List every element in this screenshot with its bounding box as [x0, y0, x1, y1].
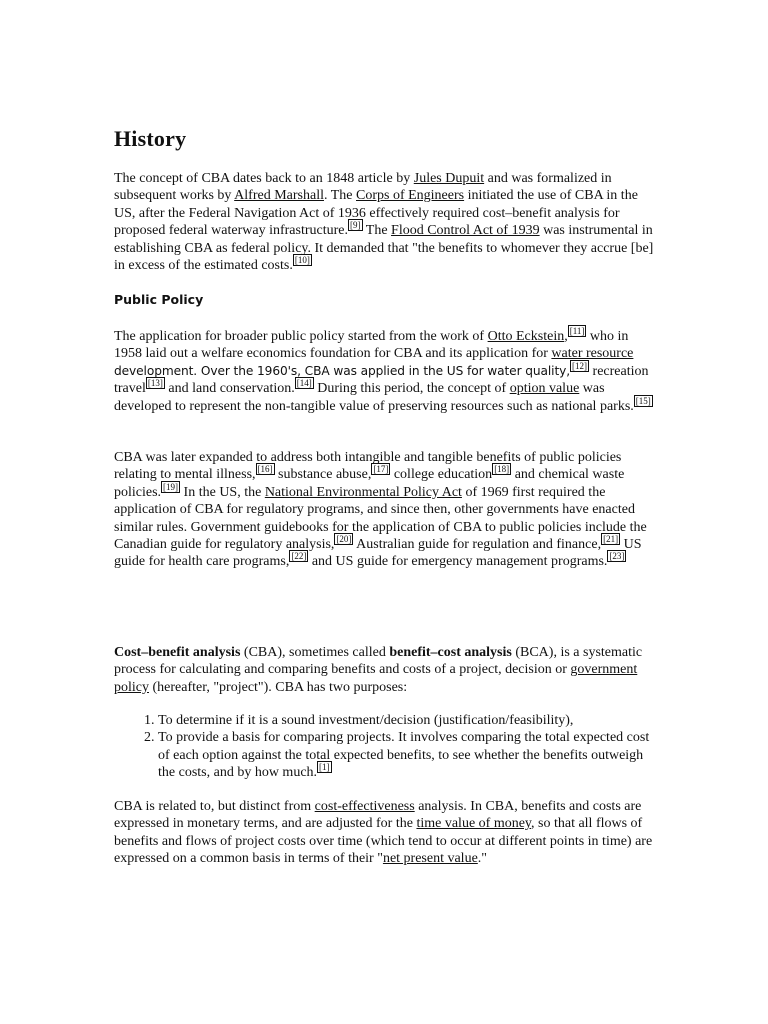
bold-term-bca: benefit–cost analysis	[389, 645, 512, 660]
history-paragraph	[114, 170, 654, 274]
text: (BCA), is a systematic process for calculating and comparing benefits and costs of a project, decision or	[114, 645, 643, 678]
text: During this period, the concept of	[313, 381, 510, 397]
citation-17[interactable]: [17]	[373, 464, 389, 475]
text: To provide a basis for comparing projects. It involves comparing the total expected cost of each option against the total expected benefits, to see whether the benefits outweigh the costs, and by how much.	[158, 730, 650, 781]
section-title-history: History	[114, 126, 187, 151]
text: was instrumental in establishing CBA as federal policy. It demanded that "the benefits to whomever they accrue [be] in excess of the estimated costs.	[114, 223, 654, 274]
public-policy-paragraph-2	[114, 449, 654, 571]
text: The application for broader public policy started from the work of	[114, 329, 488, 344]
intro-paragraph-2	[114, 798, 654, 868]
text: To determine if it is a sound investment/decision (justification/feasibility),	[158, 713, 574, 728]
text: and chemical waste policies.	[114, 467, 625, 500]
bold-term-cba: Cost–benefit analysis	[114, 645, 241, 660]
text: CBA was later expanded to address both intangible and tangible benefits of public policies relating to mental illness,	[114, 450, 622, 483]
text: who in 1958 laid out a welfare economics foundation for CBA and its application for	[114, 329, 629, 362]
text: and was formalized in subsequent works by	[114, 171, 612, 204]
link-cost-effectiveness[interactable]: cost-effectiveness	[314, 799, 415, 814]
text: development. Over the 1960's, CBA was applied in the US for water quality,	[114, 363, 571, 378]
citation-22[interactable]: [22]	[291, 551, 307, 562]
text: (hereafter, "project"). CBA has two purposes:	[149, 679, 408, 695]
link-flood-control-act[interactable]: Flood Control Act of 1939	[391, 223, 540, 239]
link-corps-of-engineers[interactable]: Corps of Engineers	[356, 188, 465, 204]
text: (CBA), sometimes called	[240, 645, 390, 660]
text: of 1969 first required the application of CBA for regulatory programs, and since then, other governments have enacted similar rules. Government guidebooks for the application of CBA to public policies include the Canadian guide for regulatory analysis,	[114, 484, 647, 553]
public-policy-paragraph-1	[114, 328, 654, 415]
purposes-list	[114, 712, 654, 782]
text: substance abuse,	[274, 467, 372, 483]
citation-9[interactable]: [9]	[350, 220, 361, 231]
text: and land conservation.	[164, 381, 295, 397]
text: initiated the use of CBA in the US, after the Federal Navigation Act of 1936 effectively required cost–benefit analysis for proposed federal waterway infrastructure.	[114, 188, 638, 239]
text: In the US, the	[180, 484, 265, 500]
citation-15[interactable]: [15]	[635, 395, 651, 406]
text: and US guide for emergency management programs.	[308, 554, 608, 570]
citation-23[interactable]: [23]	[609, 551, 625, 562]
citation-13[interactable]: [13]	[147, 378, 163, 389]
link-net-present-value[interactable]: net present value	[382, 851, 478, 867]
link-government-policy[interactable]: government policy	[114, 662, 638, 695]
text: , so that all flows of benefits and flows of project costs over time (which tend to occur at different points in time) are expressed on a common basis in terms of their "	[114, 816, 653, 867]
link-otto-eckstein[interactable]: Otto Eckstein	[487, 329, 565, 344]
citation-12[interactable]: [12]	[572, 360, 588, 371]
citation-16[interactable]: [16]	[257, 464, 273, 475]
text: was developed to represent the non-tangible value of preserving resources such as national parks.	[114, 381, 634, 414]
link-national-environmental-policy-act[interactable]: National Environmental Policy Act	[264, 484, 462, 500]
citation-11[interactable]: [11]	[569, 326, 585, 336]
list-item	[158, 729, 654, 781]
citation-20[interactable]: [20]	[336, 534, 352, 545]
text: US guide for health care programs,	[114, 537, 642, 570]
text: analysis. In CBA, benefits and costs are expressed in monetary terms, and are adjusted for the	[114, 799, 642, 832]
intro-paragraph-1	[114, 644, 654, 696]
text: The concept of CBA dates back to an 1848 article by	[114, 171, 414, 186]
subheading-public-policy: Public Policy	[114, 292, 204, 307]
link-water-resource[interactable]: water resource	[551, 346, 634, 362]
text: Australian guide for regulation and finance,	[353, 537, 602, 553]
citation-14[interactable]: [14]	[296, 378, 312, 389]
citation-21[interactable]: [21]	[603, 534, 619, 545]
link-jules-dupuit[interactable]: Jules Dupuit	[413, 171, 485, 186]
link-option-value[interactable]: option value	[509, 381, 580, 397]
text: ,	[564, 329, 568, 344]
citation-19[interactable]: [19]	[163, 481, 179, 492]
list-item	[158, 712, 654, 729]
text: CBA is related to, but distinct from	[114, 799, 315, 814]
citation-18[interactable]: [18]	[494, 464, 510, 475]
link-alfred-marshall[interactable]: Alfred Marshall	[234, 188, 324, 204]
text: recreation travel	[114, 363, 649, 397]
text: ."	[477, 851, 488, 867]
text: . The	[323, 188, 356, 204]
link-time-value-of-money[interactable]: time value of money	[416, 816, 532, 832]
citation-1[interactable]: [1]	[319, 762, 330, 773]
text: college education	[390, 467, 493, 483]
text: The	[362, 223, 392, 239]
citation-10[interactable]: [10]	[294, 255, 310, 266]
